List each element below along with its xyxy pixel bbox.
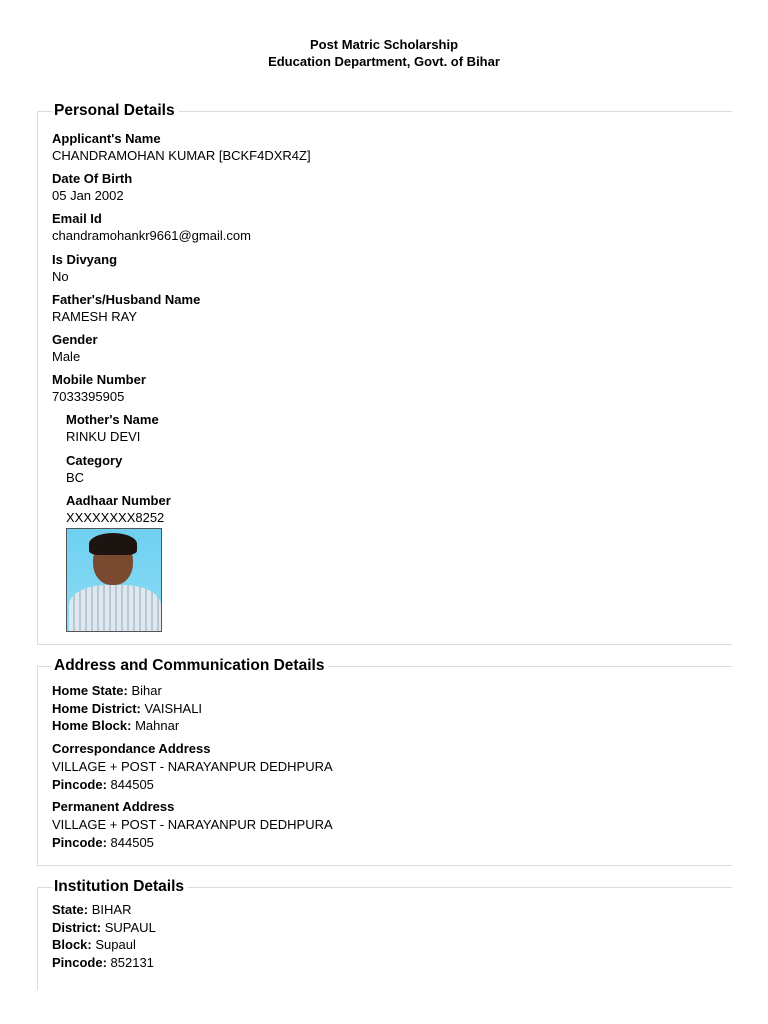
institution-block-row bbox=[52, 936, 732, 954]
institution-details-section bbox=[37, 877, 732, 990]
page-header bbox=[0, 36, 768, 70]
block-label: Block: bbox=[52, 937, 92, 953]
field-value: Male bbox=[52, 348, 81, 364]
home-block-label: Home Block: bbox=[52, 718, 132, 734]
field-label: Date Of Birth bbox=[52, 171, 133, 187]
applicant-photo bbox=[66, 528, 162, 632]
field-label: Is Divyang bbox=[52, 251, 118, 267]
home-district-row bbox=[52, 700, 732, 718]
home-state-label: Home State: bbox=[52, 683, 128, 698]
home-state-row bbox=[52, 682, 732, 700]
field-label: Mobile Number bbox=[52, 372, 146, 388]
field-mother-name bbox=[66, 411, 732, 451]
field-value: RINKU DEVI bbox=[66, 429, 141, 445]
page-subtitle: Education Department, Govt. of Bihar bbox=[268, 54, 500, 69]
institution-district-row bbox=[52, 919, 732, 937]
pincode-value: 852131 bbox=[110, 955, 154, 971]
field-value: 05 Jan 2002 bbox=[52, 188, 124, 204]
field-value: RAMESH RAY bbox=[52, 308, 137, 324]
home-district-label: Home District: bbox=[52, 700, 141, 716]
field-date-of-birth bbox=[52, 170, 732, 210]
pincode-value: 844505 bbox=[110, 776, 154, 792]
field-label: Applicant's Name bbox=[52, 131, 161, 146]
pincode-label: Pincode: bbox=[52, 776, 107, 792]
personal-details-legend: Personal Details bbox=[54, 102, 175, 119]
state-value: BIHAR bbox=[91, 902, 132, 917]
field-gender bbox=[52, 331, 732, 371]
pincode-value: 844505 bbox=[110, 834, 154, 850]
field-label: Aadhaar Number bbox=[66, 492, 171, 508]
permanent-address-value: VILLAGE + POST - NARAYANPUR DEDHPURA bbox=[52, 816, 333, 832]
district-value: SUPAUL bbox=[104, 919, 156, 935]
field-value: No bbox=[52, 268, 69, 284]
field-value: XXXXXXXX8252 bbox=[66, 509, 165, 525]
home-state-value: Bihar bbox=[131, 683, 162, 698]
district-label: District: bbox=[52, 919, 102, 935]
page-title: Post Matric Scholarship bbox=[309, 37, 459, 52]
address-details-legend: Address and Communication Details bbox=[54, 657, 325, 674]
correspondence-address-value: VILLAGE + POST - NARAYANPUR DEDHPURA bbox=[52, 758, 333, 774]
field-label: Mother's Name bbox=[66, 412, 159, 428]
field-value: BC bbox=[66, 469, 85, 485]
field-is-divyang bbox=[52, 251, 732, 291]
field-email bbox=[52, 210, 732, 250]
field-label: Category bbox=[66, 452, 123, 468]
field-aadhaar-number bbox=[66, 492, 732, 526]
field-value: CHANDRAMOHAN KUMAR [BCKF4DXR4Z] bbox=[52, 148, 311, 163]
pincode-label: Pincode: bbox=[52, 834, 107, 850]
field-applicant-name bbox=[52, 130, 732, 170]
field-value: chandramohankr9661@gmail.com bbox=[52, 228, 251, 244]
correspondence-address-label: Correspondance Address bbox=[52, 741, 211, 757]
permanent-pincode-row bbox=[52, 834, 732, 852]
permanent-address-label: Permanent Address bbox=[52, 799, 175, 815]
home-block-row bbox=[52, 717, 732, 735]
field-label: Father's/Husband Name bbox=[52, 291, 201, 307]
field-category bbox=[66, 452, 732, 492]
field-value: 7033395905 bbox=[52, 389, 125, 405]
field-father-name bbox=[52, 291, 732, 331]
field-mobile-number bbox=[52, 371, 732, 411]
personal-details-section bbox=[37, 101, 732, 645]
institution-state-row bbox=[52, 901, 732, 919]
home-block-value: Mahnar bbox=[135, 718, 180, 734]
block-value: Supaul bbox=[95, 937, 136, 953]
institution-details-legend: Institution Details bbox=[54, 878, 185, 895]
pincode-label: Pincode: bbox=[52, 955, 107, 971]
field-label: Email Id bbox=[52, 211, 102, 227]
address-details-section bbox=[37, 656, 732, 866]
correspondence-pincode-row bbox=[52, 776, 732, 794]
home-district-value: VAISHALI bbox=[144, 700, 203, 716]
institution-pincode-row bbox=[52, 954, 732, 972]
field-label: Gender bbox=[52, 331, 98, 347]
state-label: State: bbox=[52, 902, 89, 917]
